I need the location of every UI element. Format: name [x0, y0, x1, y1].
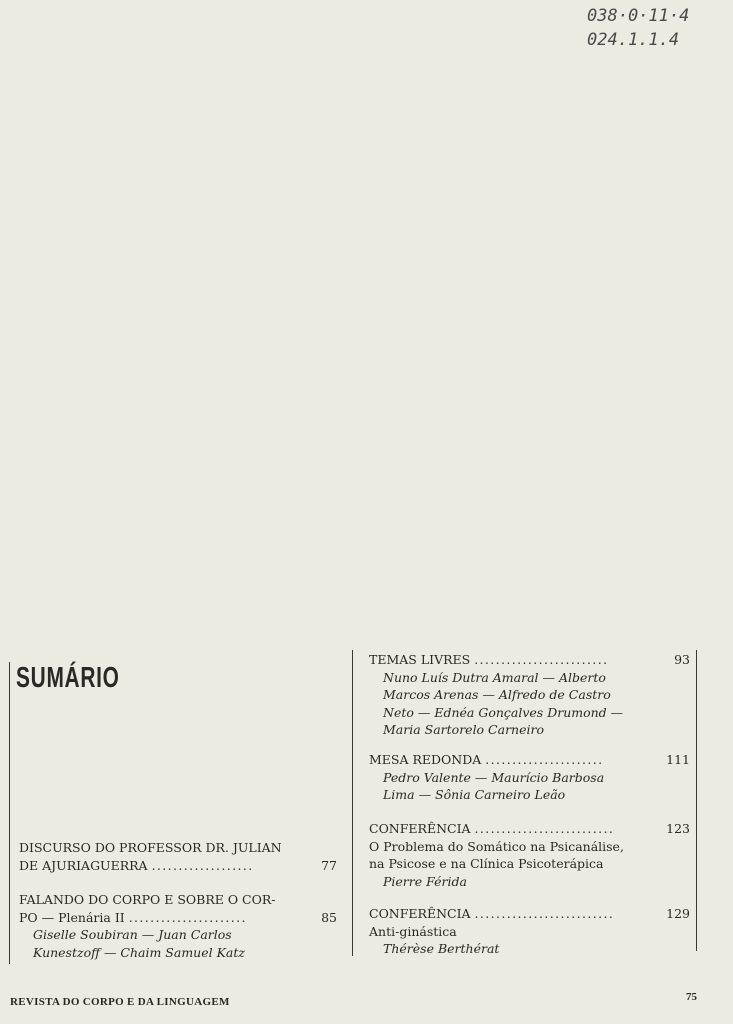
entry-title: DE AJURIAGUERRA [19, 857, 148, 873]
catalog-code: 024.1.1.4 [587, 30, 680, 50]
entry-authors: Pedro Valente — Maurício Barbosa [383, 769, 605, 785]
entry-title: CONFERÊNCIA [369, 821, 471, 836]
entry-title: PO — Plenária II [19, 909, 125, 925]
entry-title: TEMAS LIVRES [369, 652, 471, 667]
entry-subtitle: Anti-ginástica [369, 923, 457, 939]
entry-authors: Giselle Soubiran — Juan Carlos [33, 927, 232, 942]
toc-entry [19, 839, 337, 874]
entry-title-line [369, 751, 690, 769]
entry-title-line [369, 651, 690, 669]
toc-entry [369, 751, 690, 804]
page-number: 75 [686, 991, 697, 1003]
leader-dots: .......................... [474, 906, 615, 921]
entry-title: MESA REDONDA [369, 752, 482, 767]
entry-page-number: 111 [666, 752, 690, 767]
toc-entry [19, 891, 337, 961]
leader-dots: .......................... [474, 821, 615, 836]
toc-entry [369, 905, 690, 958]
leader-dots: ......................... [474, 652, 609, 667]
entry-title-line [19, 909, 337, 927]
toc-entry [369, 820, 690, 890]
center-vertical-rule [352, 650, 353, 956]
leader-dots: ...................... [128, 909, 247, 925]
entry-title-line [369, 905, 690, 923]
entry-authors: Marcos Arenas — Alfredo de Castro [383, 687, 611, 702]
entry-authors: Thérèse Berthérat [383, 941, 500, 956]
entry-page-number: 93 [674, 652, 690, 667]
entry-authors: Lima — Sônia Carneiro Leão [383, 787, 566, 802]
page-title: SUMÁRIO [16, 662, 120, 694]
right-vertical-rule [696, 650, 697, 951]
entry-page-number: 85 [321, 909, 337, 925]
handwritten-catalog-codes [587, 4, 707, 52]
toc-entry [369, 651, 690, 739]
entry-authors: Kunestzoff — Chaim Samuel Katz [33, 944, 245, 960]
entry-title: CONFERÊNCIA [369, 906, 471, 921]
entry-title-line: DISCURSO DO PROFESSOR DR. JULIAN [19, 840, 282, 855]
entry-page-number: 77 [321, 857, 337, 873]
entry-subtitle: O Problema do Somático na Psicanálise, [369, 838, 624, 854]
entry-page-number: 123 [666, 821, 690, 836]
entry-title-line [19, 857, 337, 875]
left-vertical-rule [9, 662, 10, 964]
entry-page-number: 129 [666, 906, 690, 921]
leader-dots: ................... [151, 857, 254, 873]
entry-authors: Nuno Luís Dutra Amaral — Alberto [383, 669, 606, 685]
entry-subtitle: na Psicose e na Clínica Psicoterápica [369, 856, 604, 871]
entry-authors: Maria Sartorelo Carneiro [383, 722, 544, 737]
catalog-code: 038·0·11·4 [587, 6, 690, 26]
entry-title-line: FALANDO DO CORPO E SOBRE O COR- [19, 892, 276, 907]
entry-authors: Neto — Ednéa Gonçalves Drumond — [383, 704, 624, 720]
leader-dots: ...................... [485, 752, 604, 767]
entry-title-line [369, 820, 690, 838]
journal-name: REVISTA DO CORPO E DA LINGUAGEM [10, 996, 230, 1008]
entry-authors: Pierre Férida [383, 873, 467, 889]
